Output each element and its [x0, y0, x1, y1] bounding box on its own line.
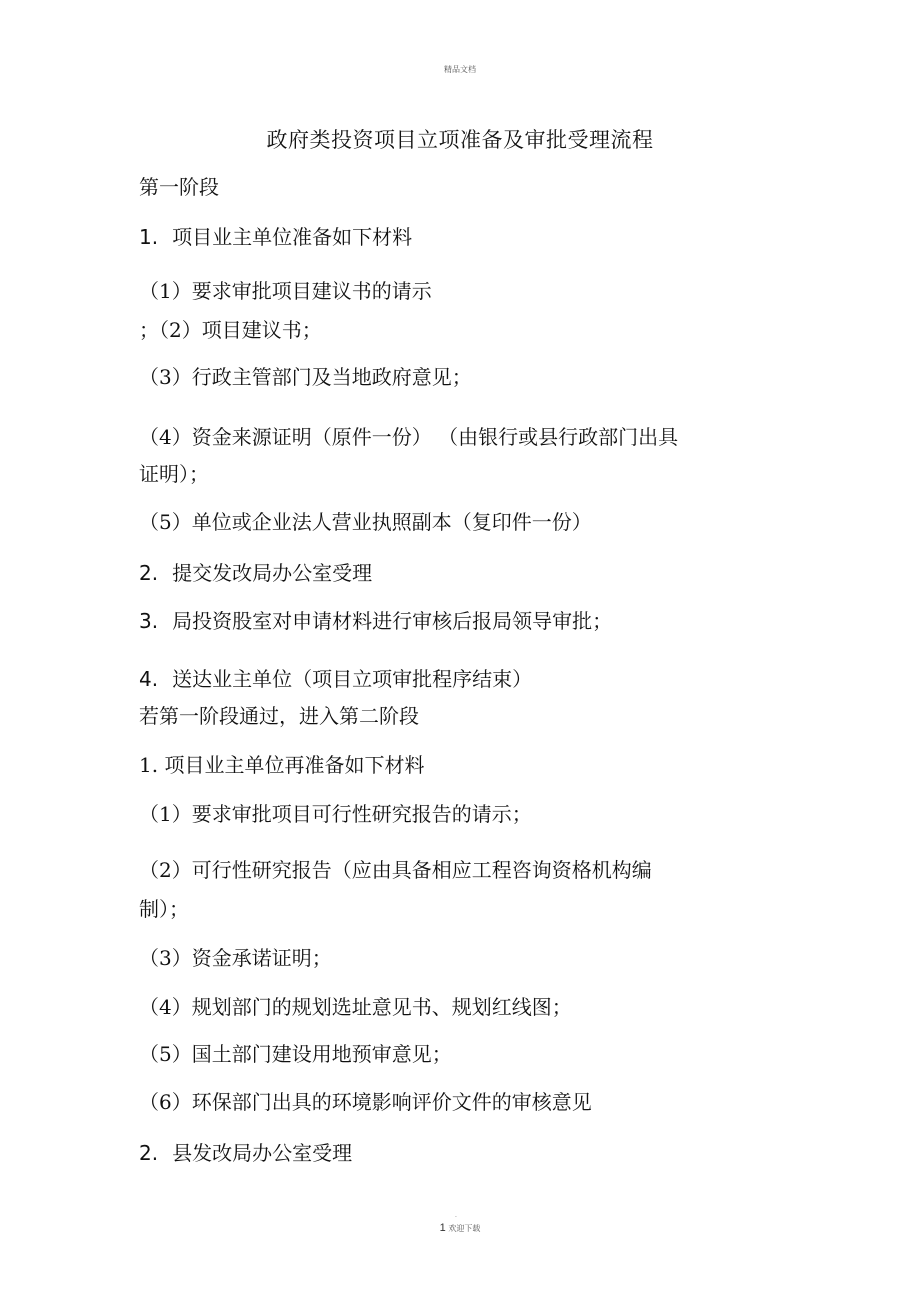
step-text: 项目业主单位准备如下材料 [172, 225, 413, 249]
stage1-item4-line2: 证明）； [139, 462, 209, 486]
page-number: 1 [439, 1222, 446, 1234]
step-number: 2. [139, 561, 159, 585]
stage2-item3: （3）资金承诺证明； [139, 946, 332, 970]
stage1-step4 [139, 666, 532, 692]
stage2-step2 [139, 1140, 352, 1166]
stage1-item4-line1: （4）资金来源证明（原件一份） （由银行或县行政部门出具 [139, 425, 679, 449]
step-text: 县发改局办公室受理 [172, 1141, 353, 1165]
stage1-item3: （3）行政主管部门及当地政府意见； [139, 365, 472, 389]
stage2-item2-line1: （2）可行性研究报告（应由具备相应工程咨询资格机构编 [139, 858, 652, 882]
stage1-heading: 第一阶段 [139, 175, 219, 199]
footer-text: 欢迎下载 [448, 1224, 481, 1233]
stage1-step3 [139, 608, 612, 634]
transition-text: 若第一阶段通过，进入第二阶段 [139, 704, 419, 728]
step-number: 4. [139, 667, 159, 691]
step-text: 提交发改局办公室受理 [172, 561, 373, 585]
stage2-step1: 1. 项目业主单位再准备如下材料 [139, 753, 425, 777]
page-footer [0, 1222, 920, 1234]
stage2-item2-line2: 制）； [139, 897, 189, 921]
step-text: 送达业主单位（项目立项审批程序结束） [172, 667, 533, 691]
step-number: 3. [139, 609, 159, 633]
stage2-item6: （6）环保部门出具的环境影响评价文件的审核意见 [139, 1090, 592, 1114]
step-number: 2. [139, 1141, 159, 1165]
page-header: 精品文档 [444, 65, 476, 74]
stage1-step1 [139, 224, 412, 250]
stage2-item1: （1）要求审批项目可行性研究报告的请示； [139, 802, 532, 826]
step-text: 局投资股室对申请材料进行审核后报局领导审批； [172, 609, 613, 633]
document-title: 政府类投资项目立项准备及审批受理流程 [266, 128, 654, 152]
stage1-item2: ；（2）项目建议书； [139, 318, 322, 342]
stage1-item1: （1）要求审批项目建议书的请示 [139, 279, 432, 303]
footer-dot: . [455, 1212, 457, 1219]
stage2-item5: （5）国土部门建设用地预审意见； [139, 1042, 452, 1066]
step-number: 1. [139, 225, 159, 249]
stage1-item5: （5）单位或企业法人营业执照副本（复印件一份） [139, 510, 592, 534]
stage2-item4: （4）规划部门的规划选址意见书、规划红线图； [139, 995, 572, 1019]
stage1-step2 [139, 560, 372, 586]
